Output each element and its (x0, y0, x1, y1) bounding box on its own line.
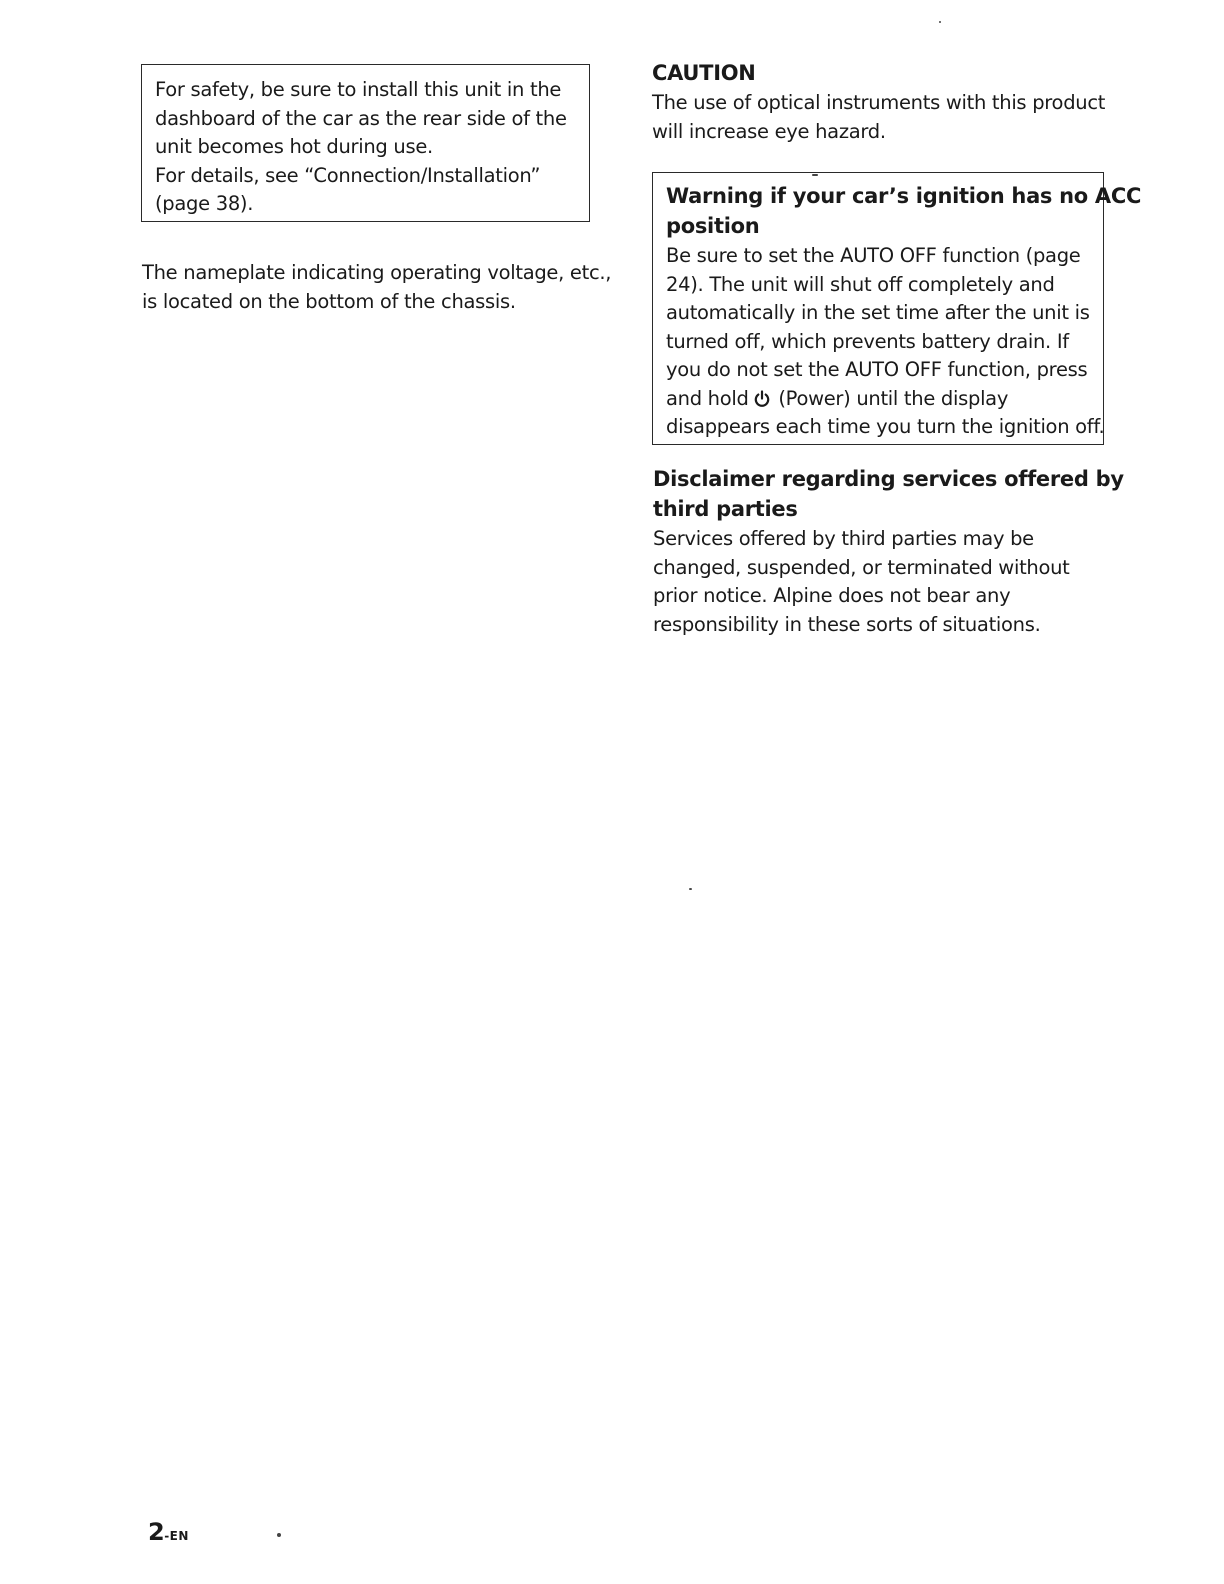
page-number-suffix: -EN (164, 1529, 189, 1543)
caution-paragraph (652, 89, 1105, 146)
disclaimer-line: responsibility in these sorts of situations. (653, 612, 1041, 636)
scan-speck (939, 21, 941, 23)
acc-warning-line: Be sure to set the AUTO OFF function (page (666, 244, 1081, 267)
acc-warning-heading (666, 181, 1142, 241)
safety-line: dashboard of the car as the rear side of the (155, 106, 567, 130)
acc-warning-power-line (666, 385, 1103, 414)
caution-line: The use of optical instruments with this product (652, 91, 1106, 114)
acc-warning-line: turned off, which prevents battery drain. If (666, 329, 1069, 353)
disclaimer-line: changed, suspended, or terminated without (653, 555, 1070, 579)
nameplate-line: The nameplate indicating operating voltage, etc., (142, 261, 612, 284)
acc-warning-line: automatically in the set time after the unit is (666, 301, 1090, 324)
safety-line: (page 38). (155, 192, 254, 215)
safety-notice-text (155, 76, 589, 219)
disclaimer-heading-line: Disclaimer regarding services offered by (653, 467, 1124, 491)
disclaimer-line: prior notice. Alpine does not bear any (653, 584, 1011, 607)
power-line-end: (Power) until the display (772, 386, 1009, 410)
nameplate-paragraph (142, 259, 612, 316)
power-line-start: and hold (666, 386, 755, 410)
disclaimer-heading-line: third parties (653, 497, 798, 521)
acc-warning-line: disappears each time you turn the ignition off. (666, 415, 1105, 438)
caution-line: will increase eye hazard. (652, 119, 886, 143)
caution-heading: CAUTION (652, 61, 756, 85)
scan-speck (812, 174, 818, 176)
disclaimer-paragraph (653, 525, 1070, 639)
acc-warning-text (666, 242, 1103, 442)
safety-line: unit becomes hot during use. (155, 135, 433, 158)
scan-speck (277, 1533, 281, 1537)
disclaimer-heading (653, 464, 1124, 524)
scan-speck (689, 888, 692, 890)
acc-warning-heading-line: position (666, 214, 760, 238)
safety-line: For safety, be sure to install this unit in the (155, 78, 562, 101)
page-number (148, 1518, 189, 1546)
disclaimer-line: Services offered by third parties may be (653, 527, 1034, 550)
acc-warning-line: you do not set the AUTO OFF function, press (666, 358, 1088, 381)
acc-warning-box (652, 172, 1142, 445)
nameplate-line: is located on the bottom of the chassis. (142, 289, 516, 313)
acc-warning-line: 24). The unit will shut off completely and (666, 272, 1055, 296)
safety-line: For details, see “Connection/Installation” (155, 163, 541, 187)
page-number-value: 2 (148, 1518, 165, 1546)
acc-warning-heading-line: Warning if your car’s ignition has no ACC (666, 184, 1142, 208)
safety-notice-box (141, 64, 590, 222)
power-icon (754, 390, 770, 407)
